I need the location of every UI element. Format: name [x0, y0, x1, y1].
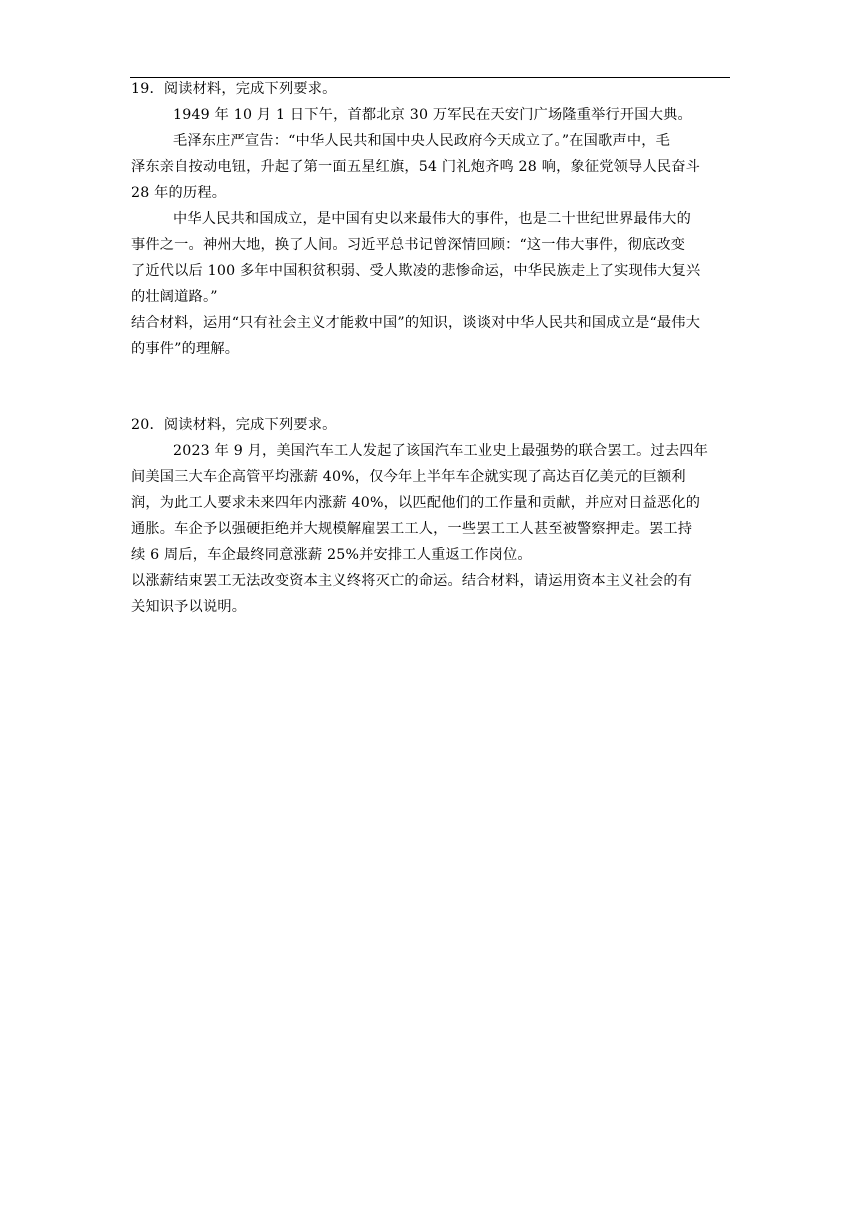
material-line: 续 6 周后，车企最终同意涨薪 25%并安排工人重返工作岗位。 — [131, 547, 532, 563]
material-line: 通胀。车企予以强硬拒绝并大规模解雇罢工工人，一些罢工工人甚至被警察押走。罢工持 — [131, 521, 693, 537]
question-19-instruction: 19．阅读材料，完成下列要求。 — [131, 81, 337, 97]
material-paragraph: 1949 年 10 月 1 日下午，首都北京 30 万军民在天安门广场隆重举行开国大典。 — [173, 107, 692, 123]
material-paragraph: 毛泽东庄严宣告：“中华人民共和国中央人民政府今天成立了。”在国歌声中，毛 — [173, 133, 670, 149]
material-line: 润，为此工人要求未来四年内涨薪 40%，以匹配他们的工作量和贡献，并应对日益恶化的 — [131, 495, 701, 511]
question-20 — [131, 412, 731, 620]
question-20-instruction: 20．阅读材料，完成下列要求。 — [131, 417, 337, 433]
material-line: 泽东亲自按动电钮，升起了第一面五星红旗，54 门礼炮齐鸣 28 响，象征党领导人民奋斗 — [131, 159, 700, 175]
material-line: 的壮阔道路。” — [131, 289, 218, 305]
material-line: 28 年的历程。 — [131, 185, 227, 201]
question-prompt: 以涨薪结束罢工无法改变资本主义终将灭亡的命运。结合材料，请运用资本主义社会的有 — [131, 573, 693, 589]
material-paragraph: 2023 年 9 月，美国汽车工人发起了该国汽车工业史上最强势的联合罢工。过去四年 — [173, 443, 709, 459]
question-prompt: 关知识予以说明。 — [131, 599, 247, 615]
material-paragraph: 中华人民共和国成立，是中国有史以来最伟大的事件，也是二十世纪世界最伟大的 — [173, 211, 691, 227]
question-19 — [131, 76, 731, 362]
question-prompt: 的事件”的理解。 — [131, 341, 240, 357]
material-line: 间美国三大车企高管平均涨薪 40%，仅今年上半年车企就实现了高达百亿美元的巨额利 — [131, 469, 686, 485]
material-line: 了近代以后 100 多年中国积贫积弱、受人欺凌的悲惨命运，中华民族走上了实现伟大复兴 — [131, 263, 701, 279]
question-prompt: 结合材料，运用“只有社会主义才能救中国”的知识，谈谈对中华人民共和国成立是“最伟大 — [131, 315, 701, 331]
material-line: 事件之一。神州大地，换了人间。习近平总书记曾深情回顾：“这一伟大事件，彻底改变 — [131, 237, 686, 253]
